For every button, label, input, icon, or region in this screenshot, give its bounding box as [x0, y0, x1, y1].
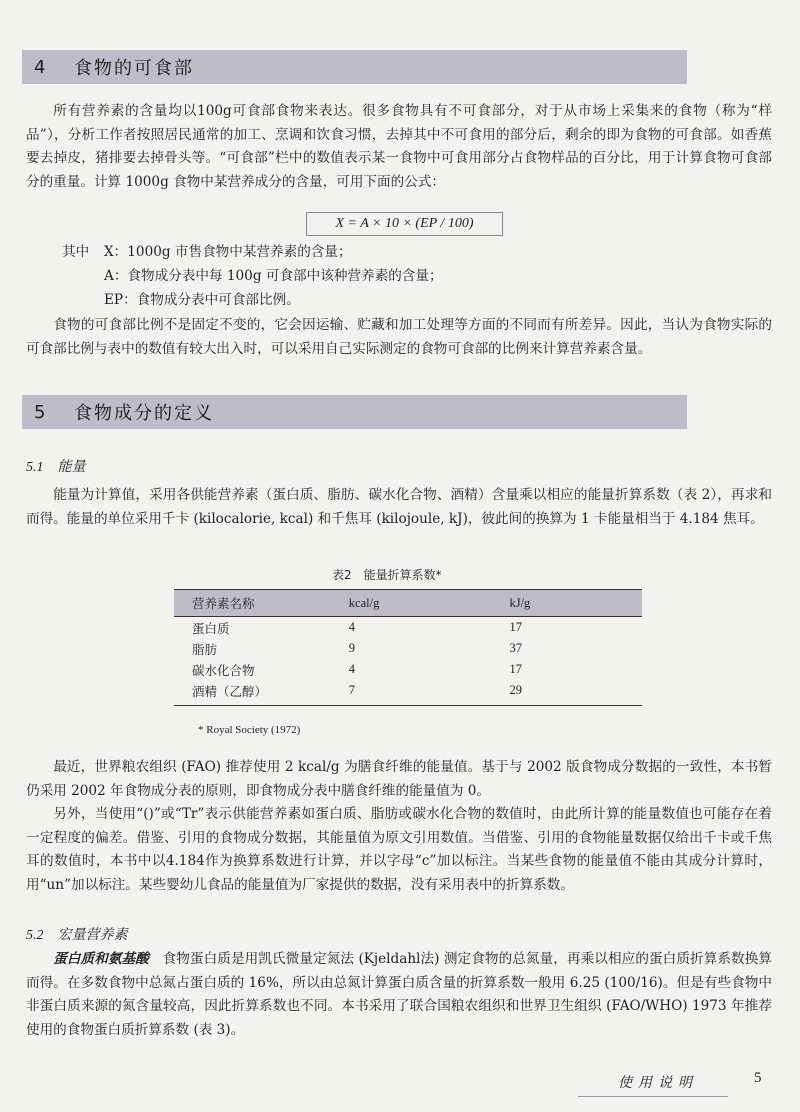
table-row: [174, 659, 642, 680]
where-x-definition: X：1000g 市售食物中某营养素的含量；: [104, 244, 352, 260]
energy-paragraph: 能量为计算值，采用各供能营养素（蛋白质、脂肪、碳水化合物、酒精）含量乘以相应的能量折算系数（表 2），再求和而得。能量的单位采用千卡 (kilocalorie, kcal) 和千焦耳 (kilojoule, kJ)，彼此间的换算为 1 卡能量相当于 4.184 焦耳。: [26, 487, 772, 527]
table-row: [174, 617, 642, 638]
table-cell-nutrient: 脂肪: [192, 641, 218, 657]
table-2-caption: 表2 能量折算系数*: [332, 568, 442, 582]
protein-paragraph: [26, 948, 772, 1042]
where-ep-definition: EP：食物成分表中可食部比例。: [104, 292, 300, 308]
dietary-fiber-paragraph: 最近，世界粮农组织 (FAO) 推荐使用 2 kcal/g 为膳食纤维的能量值。基于与 2002 版食物成分数据的一致性，本书暂仍采用 2002 年食物成分表的原则，即食物成分表中膳食纤维的能量值为 0。: [26, 759, 772, 799]
subsection-5-2-title: 宏量营养素: [57, 927, 128, 943]
section-4-number: 4: [34, 56, 46, 78]
table-bottom-rule: [174, 705, 642, 706]
table-cell-kcal: 4: [348, 620, 356, 634]
table-cell-kj: 17: [509, 620, 522, 634]
section-4-title: 食物的可食部: [74, 58, 194, 79]
energy-conversion-table: [174, 589, 642, 706]
footer-section-label: 使用说明: [618, 1075, 698, 1091]
section-5-title: 食物成分的定义: [74, 403, 214, 424]
table-2-footnote: * Royal Society (1972): [198, 724, 301, 736]
section-4-heading: [22, 50, 687, 84]
subsection-5-2-heading: [26, 924, 128, 944]
subsection-5-1-number: 5.1: [26, 460, 44, 475]
table-cell-kcal: 4: [348, 662, 356, 676]
table-cell-kcal: 7: [348, 683, 356, 697]
protein-paragraph-text: 食物蛋白质是用凯氏微量定氮法 (Kjeldahl法) 测定食物的总氮量，再乘以相应的蛋白质折算系数换算而得。在多数食物中总氮占蛋白质的 16%，所以由总氮计算蛋白质含量的折算系数一般用 6.25 (100/16)。但是有些食物中非蛋白质来源的氮含量较高，因此折算系数也不同。本书采用了联合国粮农组织和世界卫生组织 (FAO/WHO) 1973 年推荐使用的食物蛋白质折算系数 (表 3)。: [26, 951, 773, 1038]
section-5-number: 5: [34, 401, 46, 423]
page-number: 5: [754, 1070, 762, 1086]
table-header-kcal: kcal/g: [348, 595, 380, 610]
table-row: [174, 680, 642, 701]
section-5-heading: [22, 395, 687, 429]
table-cell-nutrient: 酒精（乙醇）: [192, 683, 268, 699]
edible-portion-paragraph: 所有营养素的含量均以100g可食部食物来表达。很多食物具有不可食部分，对于从市场上采集来的食物（称为“样品”），分析工作者按照居民通常的加工、烹调和饮食习惯，去掉其中不可食用的部分后，剩余的即为食物的可食部。如香蕉要去掉皮，猪排要去掉骨头等。“可食部”栏中的数值表示某一食物中可食用部分占食物样品的百分比，用于计算食物可食部分的重量。计算 1000g 食物中某营养成分的含量，可用下面的公式：: [26, 103, 772, 190]
table-row: [174, 638, 642, 659]
subsection-5-2-number: 5.2: [26, 928, 44, 943]
footer-rule: [578, 1096, 728, 1097]
table-cell-kcal: 9: [348, 641, 356, 655]
edible-portion-formula: X = A × 10 × (EP / 100): [306, 212, 503, 236]
subsection-5-1-heading: [26, 456, 86, 476]
table-cell-kj: 17: [509, 662, 522, 676]
protein-lead-term: 蛋白质和氨基酸: [53, 951, 149, 967]
table-cell-nutrient: 碳水化合物: [192, 662, 255, 678]
subsection-5-1-title: 能量: [57, 459, 86, 475]
table-header-row: [174, 589, 642, 617]
table-header-kj: kJ/g: [509, 595, 531, 610]
table-cell-kj: 37: [509, 641, 522, 655]
table-cell-kj: 29: [509, 683, 522, 697]
table-header-nutrient: 营养素名称: [192, 596, 255, 611]
where-a-definition: A：食物成分表中每 100g 可食部中该种营养素的含量；: [104, 268, 443, 284]
energy-notes-paragraph: 另外，当使用“()”或“Tr”表示供能营养素如蛋白质、脂肪或碳水化合物的数值时，由此所计算的能量数值也可能存在着一定程度的偏差。借鉴、引用的食物成分数据，其能量值为原文引用数值。当借鉴、引用的食物能量数据仅给出千卡或千焦耳的数值时，本书中以4.184作为换算系数进行计算，并以字母“c”加以标注。当某些食物的能量值不能由其成分计算时，用“un”加以标注。某些婴幼儿食品的能量值为厂家提供的数据，没有采用表中的折算系数。: [26, 806, 772, 893]
edible-portion-variation-paragraph: 食物的可食部比例不是固定不变的，它会因运输、贮藏和加工处理等方面的不同而有所差异。因此，当认为食物实际的可食部比例与表中的数值有较大出入时，可以采用自己实际测定的食物可食部的比例来计算营养素含量。: [26, 317, 772, 357]
table-cell-nutrient: 蛋白质: [192, 620, 230, 636]
where-label: 其中: [62, 244, 90, 260]
